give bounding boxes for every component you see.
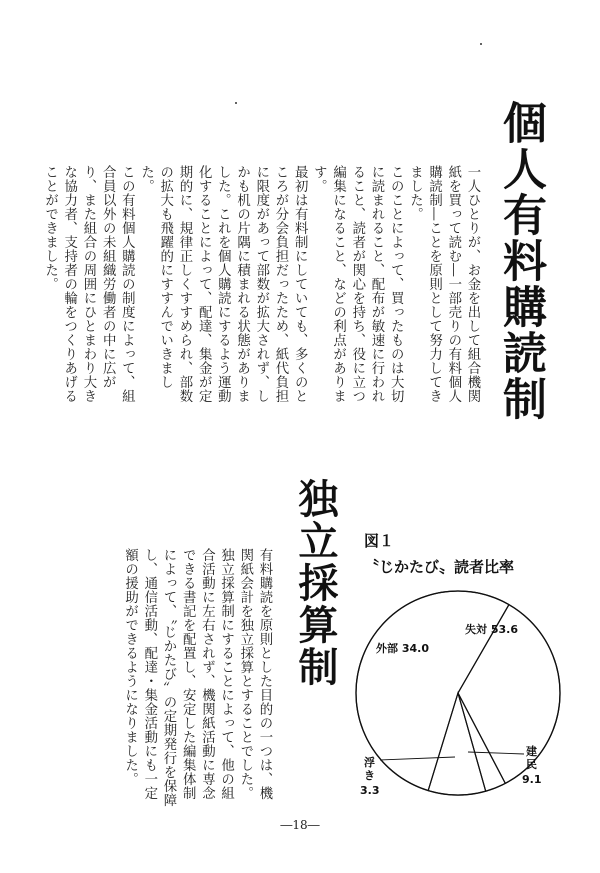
- section-title-independent-accounting: 独立採算制: [292, 478, 338, 688]
- paragraph: 最初は有料制にしていても、多くのところが分会負担だったため、紙代負担に限度があって部数が拡大されず、しかも机の片隅に積まれる状態がありました。これを個人購読にするよう運動化することによって、配達、集金が定期的に、規律正しくすすめられ、部数の拡大も飛躍的にすすんでいきました。: [138, 165, 308, 403]
- slice-label-char: 浮: [364, 756, 375, 769]
- paragraph: 独立採算制にすることによって、他の組合活動に左右されず、機関紙活動に専念できる書記を配置し、安定した編集体制によって、〝じかたび〟の定期発行を保障し、通信活動、配達・集金活動にも一定額の援助ができるようになりました。: [122, 548, 234, 808]
- page-number: ―18―: [280, 818, 320, 832]
- pie-slice-0: [356, 591, 509, 791]
- slice-label-1: [376, 641, 429, 655]
- slice-label-0: [465, 622, 518, 636]
- figure-label: 図１: [364, 532, 395, 550]
- slice-label-3: [522, 744, 542, 786]
- section-body-independent-accounting: [118, 548, 274, 810]
- slice-value-text: 9.1: [522, 773, 542, 786]
- section-title-personal-subscription: 個人有料購読制: [495, 100, 546, 422]
- paragraph: 有料購読を原則とした目的の一つは、機関紙会計を独立採算とすることでした。: [237, 548, 272, 800]
- paragraph: このことによって、買ったものは大切に読まれること、配布が敏速に行われること、読者が関心を持ち、役に立つ編集になること、などの利点があります。: [311, 165, 404, 403]
- slice-label-char: 建: [526, 745, 537, 758]
- section-body-personal-subscription: [42, 165, 482, 405]
- slice-label-char: 民: [526, 758, 537, 771]
- print-speck: [480, 43, 482, 45]
- slice-label-text: 外部 34.0: [376, 642, 429, 655]
- slice-value-text: 3.3: [360, 784, 380, 797]
- slice-label-2: [360, 755, 380, 797]
- print-speck: [235, 102, 237, 104]
- leader-line-0: [380, 757, 455, 760]
- paragraph: この有料個人購読の制度によって、組合員以外の未組織労働者の中に広がり、また組合の周囲にひとまわり大きな協力者、支持者の輪をつくりあげることができました。: [42, 165, 135, 403]
- pie-chart: [340, 528, 580, 808]
- figure-reader-ratio: [340, 528, 580, 808]
- slice-label-text: 失対 53.6: [465, 623, 518, 636]
- leader-line-1: [468, 752, 524, 754]
- paragraph: 一人ひとりが、お金を出して組合機関紙を買って読む―一部売りの有料個人購読制―ことを原則として努力してきました。: [407, 165, 480, 403]
- figure-title: 〝じかたび〟読者比率: [364, 558, 515, 576]
- pie-slice-3: [428, 693, 486, 795]
- slice-label-char: き: [364, 769, 375, 782]
